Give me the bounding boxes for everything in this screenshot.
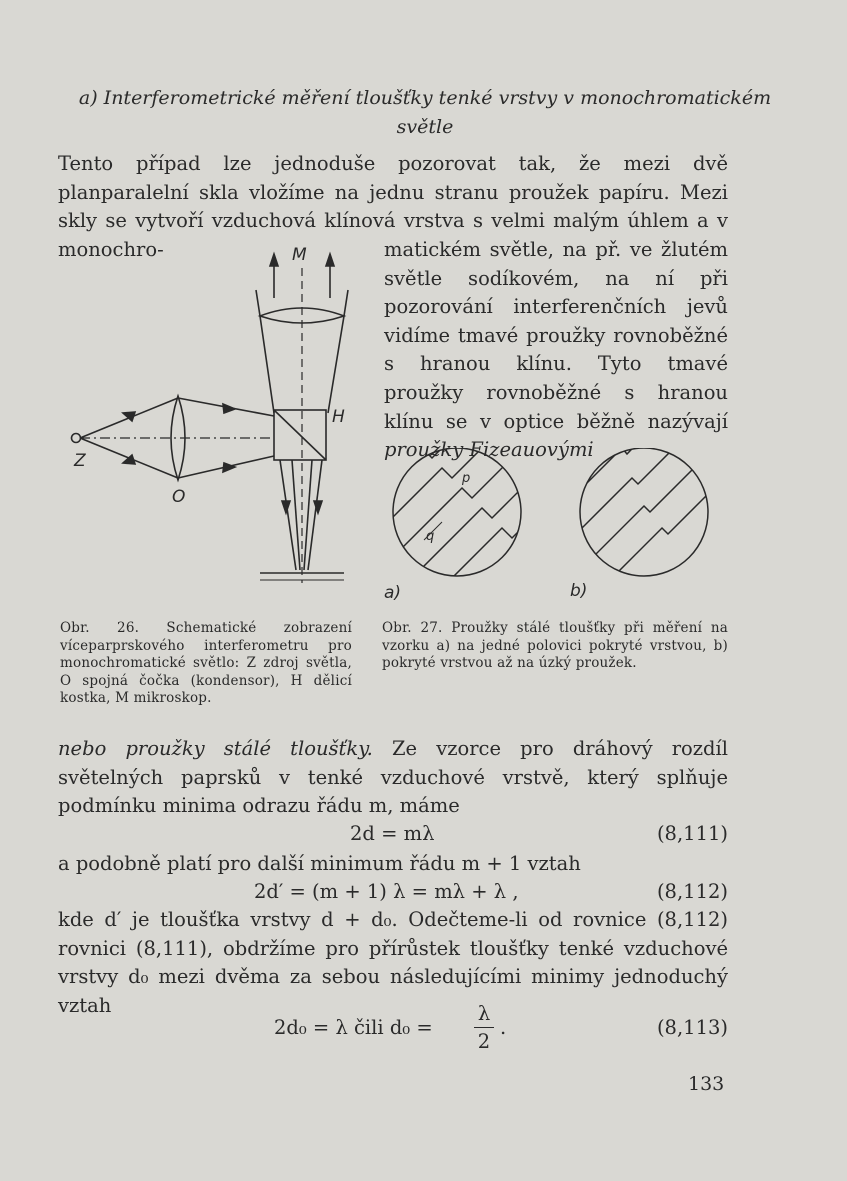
label-O: O [172,487,186,507]
figure-27-fringes [382,448,732,608]
heading-line-1: a) Interferometrické měření tloušťky tenké vrstvy v monochromatickém [78,87,772,109]
equation-8-113 [58,1002,728,1064]
equation-formula: 2d = mλ [350,822,435,845]
equation-number: (8,112) [656,880,728,903]
label-a: a) [384,583,402,603]
heading-line-2: světle [396,116,454,138]
page-number: 133 [688,1073,725,1095]
term-constant-thickness: nebo proužky stálé tloušťky. [58,737,373,760]
label-p: p [462,471,471,486]
label-H: H [332,407,345,427]
figure-26-interferometer [60,238,380,598]
fraction-numerator: λ [477,1002,491,1025]
figure-27-caption: Obr. 27. Proužky stálé tloušťky při měření na vzorku a) na jedné polovici pokryté vrstvou, b) pokryté vrstvou až na úzký proužek. [382,620,728,671]
equation-number: (8,111) [656,822,728,845]
section-heading [55,84,795,142]
paragraph-derivation [58,735,728,821]
label-M: M [292,245,307,265]
label-q: q [426,529,435,544]
paragraph-derivation-text: Ze vzorce pro dráhový rozdíl světelných paprsků v tenké vzduchové vrstvě, který splňuje podmínku minima odrazu řádu m, máme [58,737,729,818]
label-b: b) [570,581,588,601]
figure-26-caption: Obr. 26. Schematické zobrazení víceparprskového interferometru pro monochromatické světlo: Z zdroj světla, O spojná čočka (kondensor), H dělicí kostka, M mikroskop. [60,620,352,706]
fizeau-term: proužky Fizeauovými [384,438,594,462]
equation-formula: 2d₀ = λ čili d₀ = [274,1016,433,1039]
fraction-denominator: 2 [477,1030,491,1053]
paragraph-fizeau-text: matickém světle, na př. ve žlutém světle sodíkovém, na ní při pozorování interferenčních jevů vidíme tmavé proužky rovnoběžné s hranou klínu. Tyto tmavé proužky rovnoběžné s hranou klínu se v optice běžně nazývají [384,238,728,433]
equation-period: . [500,1016,507,1039]
paragraph-fizeau [384,236,728,465]
label-Z: Z [74,451,86,471]
line-next-minimum: a podobně platí pro další minimum řádu m + 1 vztah [58,852,581,875]
paragraph-thickness: kde d′ je tloušťka vrstvy d + d₀. Odečteme-li od rovnice (8,112) rovnici (8,111), obdržíme pro přírůstek tloušťky tenké vzduchové vrstvy d₀ mezi dvěma za sebou následujícími minimy jednoduchý vztah [58,908,728,1017]
equation-number: (8,113) [656,1016,728,1039]
paragraph-intro: Tento případ lze jednoduše pozorovat tak, že mezi dvě planparalelní skla vložíme na jednu stranu proužek papíru. Mezi skly se vytvoří vzduchová klínová vrstva s velmi malým úhlem a v monochro- [58,152,728,261]
equation-formula: 2d′ = (m + 1) λ = mλ + λ , [254,880,519,903]
